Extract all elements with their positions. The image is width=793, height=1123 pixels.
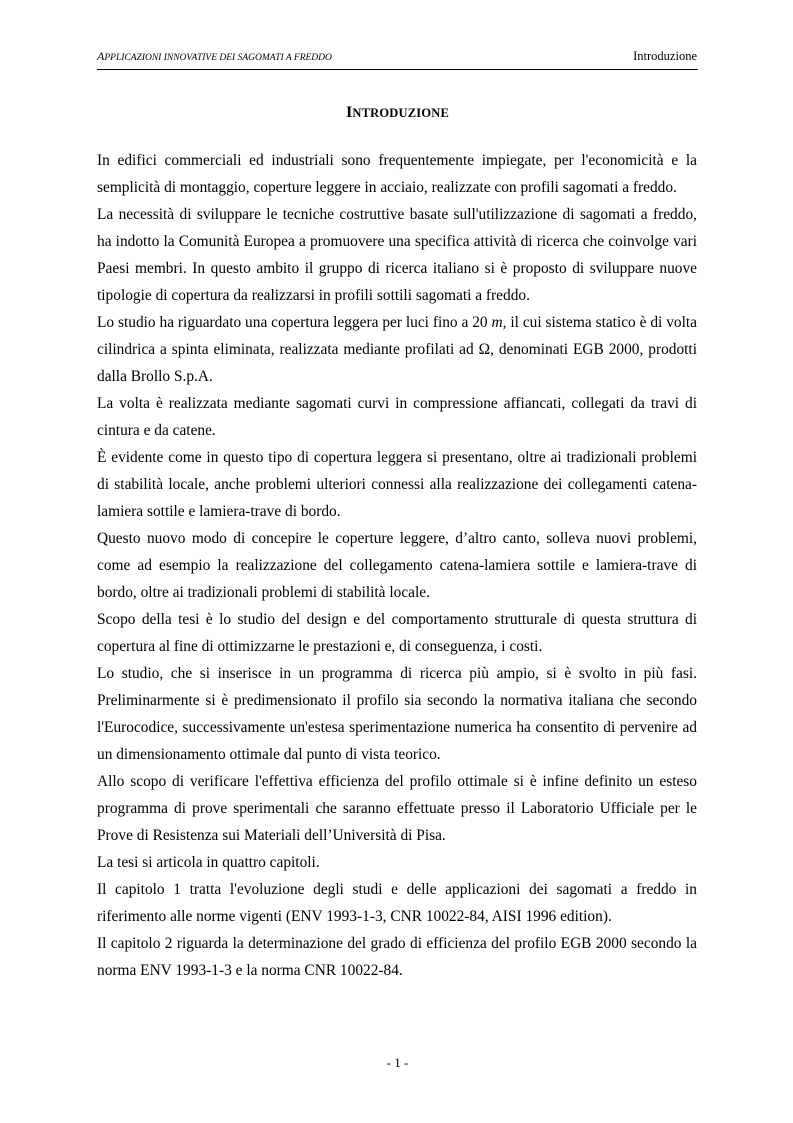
paragraph: Scopo della tesi è lo studio del design e del comportamento strutturale di questa struttura di copertura al fine di ottimizzarne le prestazioni e, di conseguenza, i costi. (97, 611, 697, 655)
running-header (97, 47, 697, 67)
paragraph-text: Lo studio ha riguardato una copertura leggera per luci fino a 20 (97, 314, 492, 331)
paragraph: Allo scopo di verificare l'effettiva efficienza del profilo ottimale si è infine definito un esteso programma di prove sperimentali che saranno effettuate presso il Laboratorio Ufficiale per le Prove di Resistenza sui Materiali dell’Università di Pisa. (97, 773, 697, 844)
body-text (97, 147, 697, 984)
page-number: - 1 - (386, 1055, 409, 1070)
paragraph: Il capitolo 2 riguarda la determinazione del grado di efficienza del profilo EGB 2000 secondo la norma ENV 1993-1-3 e la norma CNR 10022-84. (97, 935, 697, 979)
paragraph: La tesi si articola in quattro capitoli. (97, 854, 320, 871)
header-section-title: Introduzione (633, 49, 697, 63)
paragraph: Il capitolo 1 tratta l'evoluzione degli studi e delle applicazioni dei sagomati a freddo in riferimento alle norme vigenti (ENV 1993-1-3, CNR 10022-84, AISI 1996 edition). (97, 881, 697, 925)
paragraph: La necessità di sviluppare le tecniche costruttive basate sull'utilizzazione di sagomati a freddo, ha indotto la Comunità Europea a promuovere una specifica attività di ricerca che coinvolge vari Paesi membri. In questo ambito il gruppo di ricerca italiano si è proposto di sviluppare nuove tipologie di copertura da realizzarsi in profili sottili sagomati a freddo. (97, 206, 697, 304)
paragraph: Lo studio, che si inserisce in un programma di ricerca più ampio, si è svolto in più fasi. Preliminarmente si è predimensionato il profilo sia secondo la normativa italiana che secondo l'Eurocodice, successivamente un'estesa sperimentazione numerica ha consentito di pervenire ad un dimensionamento ottimale dal punto di vista teorico. (97, 665, 697, 763)
paragraph: Questo nuovo modo di concepire le coperture leggere, d’altro canto, solleva nuovi problemi, come ad esempio la realizzazione del collegamento catena-lamiera sottile e lamiera-trave di bordo, oltre ai tradizionali problemi di stabilità locale. (97, 530, 697, 601)
paragraph: La volta è realizzata mediante sagomati curvi in compressione affiancati, collegati da travi di cintura e da catene. (97, 395, 697, 439)
paragraph: In edifici commerciali ed industriali sono frequentemente impiegate, per l'economicità e la semplicità di montaggio, coperture leggere in acciaio, realizzate con profili sagomati a freddo. (97, 152, 697, 196)
header-divider (97, 69, 698, 70)
paragraph (97, 309, 697, 390)
paragraph-text: il cui sistema statico è di volta cilindrica a spinta eliminata, realizzata mediante profilati ad Ω, denominati EGB 2000, prodotti dalla Brollo S.p.A. (97, 314, 697, 385)
page-title: INTRODUZIONE (345, 104, 450, 121)
header-document-title: APPLICAZIONI INNOVATIVE DEI SAGOMATI A FREDDO (97, 49, 332, 63)
unit-label: m, (491, 314, 507, 331)
paragraph: È evidente come in questo tipo di copertura leggera si presentano, oltre ai tradizionali problemi di stabilità locale, anche problemi ulteriori connessi alla realizzazione dei collegamenti catena-lamiera sottile e lamiera-trave di bordo. (97, 449, 697, 520)
